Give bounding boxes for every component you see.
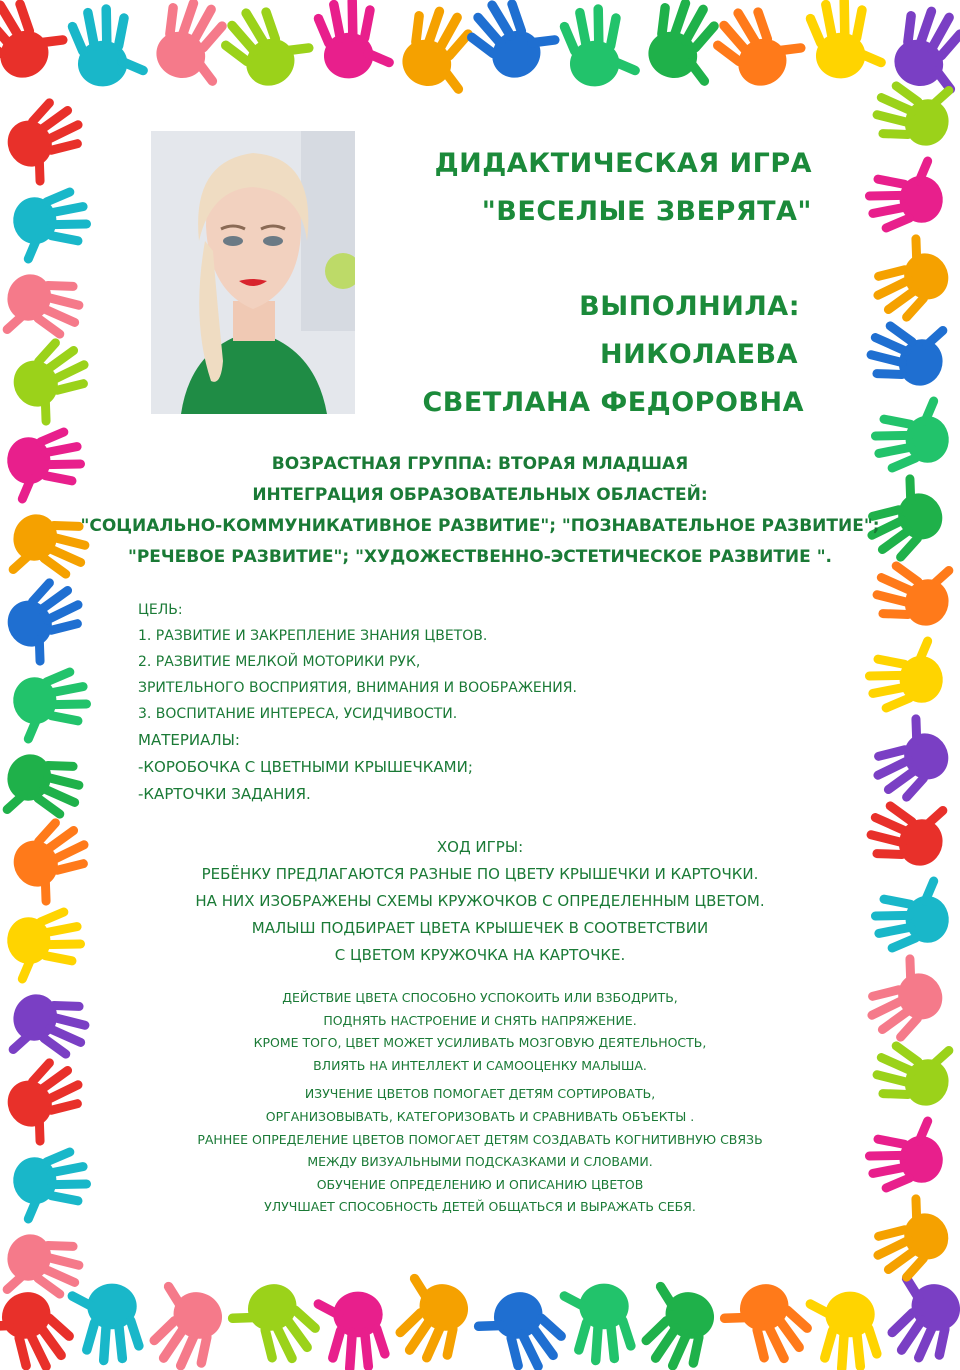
hand-print-icon — [65, 1, 151, 89]
hand-print-icon — [11, 1145, 95, 1226]
hand-print-icon — [11, 665, 95, 746]
info-line: ПОДНЯТЬ НАСТРОЕНИЕ И СНЯТЬ НАПРЯЖЕНИЕ. — [323, 1012, 637, 1028]
goal-item: 3. ВОСПИТАНИЕ ИНТЕРЕСА, УСИДЧИВОСТИ. — [138, 706, 458, 722]
hand-print-icon — [620, 1273, 729, 1370]
hand-print-icon — [0, 741, 93, 838]
hand-print-icon — [456, 0, 568, 92]
hand-print-icon — [862, 634, 946, 715]
hand-print-icon — [850, 948, 955, 1052]
hand-print-icon — [0, 261, 93, 358]
info-line: РАННЕЕ ОПРЕДЕЛЕНИЕ ЦВЕТОВ ПОМОГАЕТ ДЕТЯМ СОЗДАВАТЬ КОГНИТИВНУЮ СВЯЗЬ — [197, 1131, 763, 1147]
hand-print-icon — [702, 0, 814, 100]
hand-print-icon — [311, 0, 397, 81]
hand-print-icon — [11, 185, 95, 266]
areas-line-1: "СОЦИАЛЬНО-КОММУНИКАТИВНОЕ РАЗВИТИЕ"; "ПОЗНАВАТЕЛЬНОЕ РАЗВИТИЕ"; — [80, 516, 880, 536]
hand-print-icon — [0, 89, 100, 193]
author-photo — [151, 131, 355, 414]
hand-print-icon — [312, 1292, 391, 1370]
goal-item: 2. РАЗВИТИЕ МЕЛКОЙ МОТОРИКИ РУК, — [138, 654, 421, 670]
hand-print-icon — [5, 425, 89, 506]
hand-print-icon — [868, 394, 952, 475]
goal-item: ЗРИТЕЛЬНОГО ВОСПРИЯТИЯ, ВНИМАНИЯ И ВООБРАЖЕНИЯ. — [138, 680, 577, 696]
game-line: РЕБЁНКУ ПРЕДЛАГАЮТСЯ РАЗНЫЕ ПО ЦВЕТУ КРЫШЕЧКИ И КАРТОЧКИ. — [201, 865, 759, 883]
author-label: ВЫПОЛНИЛА: — [579, 291, 800, 322]
hand-print-icon — [0, 0, 75, 92]
author-name: СВЕТЛАНА ФЕДОРОВНА — [422, 387, 804, 418]
hand-print-icon — [803, 0, 889, 81]
goal-item: 1. РАЗВИТИЕ И ЗАКРЕПЛЕНИЕ ЗНАНИЯ ЦВЕТОВ. — [138, 628, 488, 644]
info-line: МЕЖДУ ВИЗУАЛЬНЫМИ ПОДСКАЗКАМИ И СЛОВАМИ. — [307, 1154, 653, 1170]
hand-print-icon — [863, 1022, 960, 1119]
info-line: УЛУЧШАЕТ СПОСОБНОСТЬ ДЕТЕЙ ОБЩАТЬСЯ И ВЫРАЖАТЬ СЕБЯ. — [264, 1199, 696, 1215]
info-line: ИЗУЧЕНИЕ ЦВЕТОВ ПОМОГАЕТ ДЕТЯМ СОРТИРОВАТЬ, — [304, 1086, 656, 1102]
material-item: -КОРОБОЧКА С ЦВЕТНЫМИ КРЫШЕЧКАМИ; — [138, 758, 473, 776]
areas-line-2: "РЕЧЕВОЕ РАЗВИТИЕ"; "ХУДОЖЕСТВЕННО-ЭСТЕТИЧЕСКОЕ РАЗВИТИЕ ". — [127, 547, 833, 567]
info-line: ОБУЧЕНИЕ ОПРЕДЕЛЕНИЮ И ОПИСАНИЮ ЦВЕТОВ — [316, 1176, 644, 1192]
hand-print-icon — [2, 329, 107, 433]
materials-label: МАТЕРИАЛЫ: — [138, 731, 240, 749]
hand-print-icon — [2, 809, 107, 913]
material-item: -КАРТОЧКИ ЗАДАНИЯ. — [138, 785, 311, 803]
title-line-2: "ВЕСЕЛЫЕ ЗВЕРЯТА" — [481, 196, 812, 227]
game-line: НА НИХ ИЗОБРАЖЕНЫ СХЕМЫ КРУЖОЧКОВ С ОПРЕДЕЛЕННЫМ ЦВЕТОМ. — [195, 892, 765, 910]
hand-print-icon — [862, 1114, 946, 1195]
author-surname: НИКОЛАЕВА — [600, 339, 798, 370]
game-line: С ЦВЕТОМ КРУЖОЧКА НА КАРТОЧКЕ. — [334, 946, 626, 964]
info-line: ОРГАНИЗОВЫВАТЬ, КАТЕГОРИЗОВАТЬ И СРАВНИВАТЬ ОБЪЕКТЫ . — [265, 1108, 695, 1124]
title-block — [392, 140, 812, 236]
meta-block — [80, 449, 880, 573]
hand-print-icon — [557, 1, 643, 89]
goals-block — [138, 597, 698, 808]
info-block — [100, 987, 860, 1219]
hand-print-icon — [862, 154, 946, 235]
hand-print-icon — [558, 1284, 637, 1366]
integration-label: ИНТЕГРАЦИЯ ОБРАЗОВАТЕЛЬНЫХ ОБЛАСТЕЙ: — [252, 485, 708, 505]
info-line: ВЛИЯТЬ НА ИНТЕЛЛЕКТ И САМООЦЕНКУ МАЛЫША. — [313, 1057, 647, 1073]
goals-label: ЦЕЛЬ: — [138, 602, 183, 618]
hand-print-icon — [856, 228, 960, 332]
hand-print-icon — [868, 874, 952, 955]
info-line: КРОМЕ ТОГО, ЦВЕТ МОЖЕТ УСИЛИВАТЬ МОЗГОВУЮ ДЕЯТЕЛЬНОСТЬ, — [253, 1035, 707, 1051]
info-line: ДЕЙСТВИЕ ЦВЕТА СПОСОБНО УСПОКОИТЬ ИЛИ ВЗБОДРИТЬ, — [282, 990, 678, 1005]
hand-print-icon — [5, 905, 89, 986]
hand-print-icon — [66, 1284, 145, 1366]
hand-print-icon — [210, 0, 322, 100]
hand-print-icon — [0, 1049, 100, 1153]
game-line: МАЛЫШ ПОДБИРАЕТ ЦВЕТА КРЫШЕЧЕК В СООТВЕТСТВИИ — [251, 919, 709, 937]
hand-print-icon — [856, 1188, 960, 1292]
age-group: ВОЗРАСТНАЯ ГРУППА: ВТОРАЯ МЛАДШАЯ — [271, 454, 689, 474]
hand-print-icon — [128, 1273, 237, 1370]
author-block — [380, 283, 804, 427]
hand-print-icon — [467, 1279, 576, 1370]
game-block — [100, 834, 860, 969]
hand-print-icon — [856, 708, 960, 812]
hand-print-icon — [804, 1292, 883, 1370]
hand-print-icon — [221, 1271, 330, 1370]
hand-print-icon — [713, 1271, 822, 1370]
title-line-1: ДИДАКТИЧЕСКАЯ ИГРА — [434, 148, 812, 179]
hand-print-icon — [374, 1265, 483, 1370]
game-label: ХОД ИГРЫ: — [436, 838, 524, 856]
hand-print-icon — [0, 569, 100, 673]
